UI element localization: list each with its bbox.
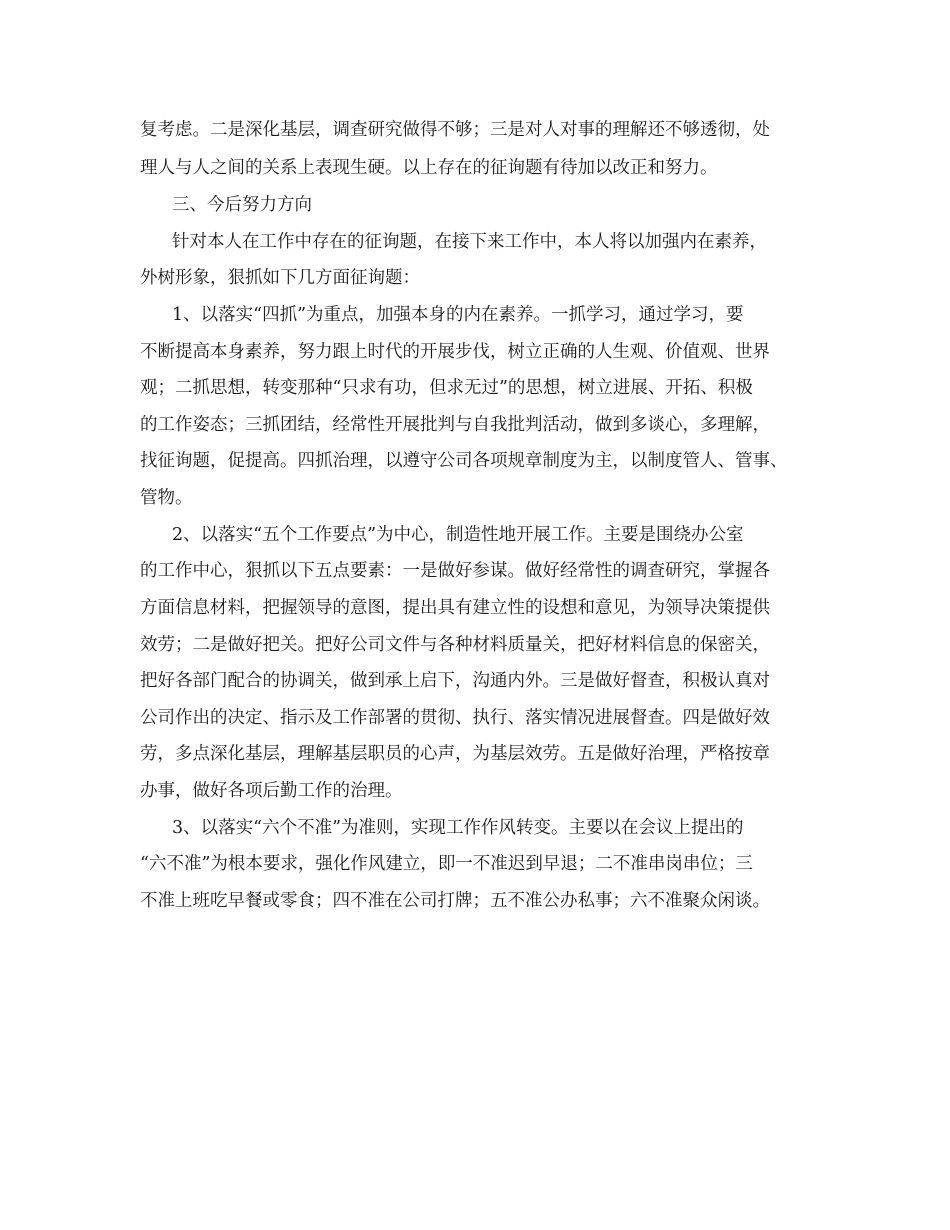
paragraph-line: 公司作出的决定、指示及工作部署的贯彻、执行、落实情况进展督查。四是做好效 xyxy=(140,708,770,728)
paragraph-line: 观；二抓思想，转变那种“只求有功，但求无过”的思想，树立进展、开拓、积极 xyxy=(140,378,753,398)
paragraph-line: 效劳；二是做好把关。把好公司文件与各种材料质量关，把好材料信息的保密关， xyxy=(140,635,770,655)
paragraph-line: 理人与人之间的关系上表现生硬。以上存在的征询题有待加以改正和努力。 xyxy=(140,158,718,178)
paragraph-line: 的工作中心，狠抓以下五点要素：一是做好参谋。做好经常性的调查研究，掌握各 xyxy=(140,561,770,581)
paragraph-line: 管物。 xyxy=(140,488,193,508)
paragraph-line: 劳，多点深化基层，理解基层职员的心声，为基层效劳。五是做好治理，严格按章 xyxy=(140,744,770,764)
paragraph-line: 3、以落实“六个不准”为准则，实现工作作风转变。主要以在会议上提出的 xyxy=(172,818,744,838)
paragraph-line: 不准上班吃早餐或零食；四不准在公司打牌；五不准公办私事；六不准聚众闲谈。 xyxy=(140,891,770,911)
paragraph-line: 外树形象，狠抓如下几方面征询题： xyxy=(140,268,420,288)
section-heading: 三、今后努力方向 xyxy=(172,195,312,215)
paragraph-line: 办事，做好各项后勤工作的治理。 xyxy=(140,781,403,801)
paragraph-line: “六不准”为根本要求，强化作风建立，即一不准迟到早退；二不准串岗串位；三 xyxy=(140,854,753,874)
paragraph-line: 不断提高本身素养，努力跟上时代的开展步伐，树立正确的人生观、价值观、世界 xyxy=(140,342,770,362)
paragraph-line: 针对本人在工作中存在的征询题，在接下来工作中，本人将以加强内在素养， xyxy=(172,232,767,252)
paragraph-line: 复考虑。二是深化基层，调查研究做得不够；三是对人对事的理解还不够透彻，处 xyxy=(140,120,770,140)
paragraph-line: 的工作姿态；三抓团结，经常性开展批判与自我批判活动，做到多谈心，多理解， xyxy=(140,415,770,435)
paragraph-line: 方面信息材料，把握领导的意图，提出具有建立性的设想和意见，为领导决策提供 xyxy=(140,598,770,618)
paragraph-line: 找征询题，促提高。四抓治理，以遵守公司各项规章制度为主，以制度管人、管事、 xyxy=(140,451,788,471)
paragraph-line: 2、以落实“五个工作要点”为中心，制造性地开展工作。主要是围绕办公室 xyxy=(172,525,744,545)
paragraph-line: 1、以落实“四抓”为重点，加强本身的内在素养。一抓学习，通过学习，要 xyxy=(172,305,744,325)
paragraph-line: 把好各部门配合的协调关，做到承上启下，沟通内外。三是做好督查，积极认真对 xyxy=(140,671,770,691)
